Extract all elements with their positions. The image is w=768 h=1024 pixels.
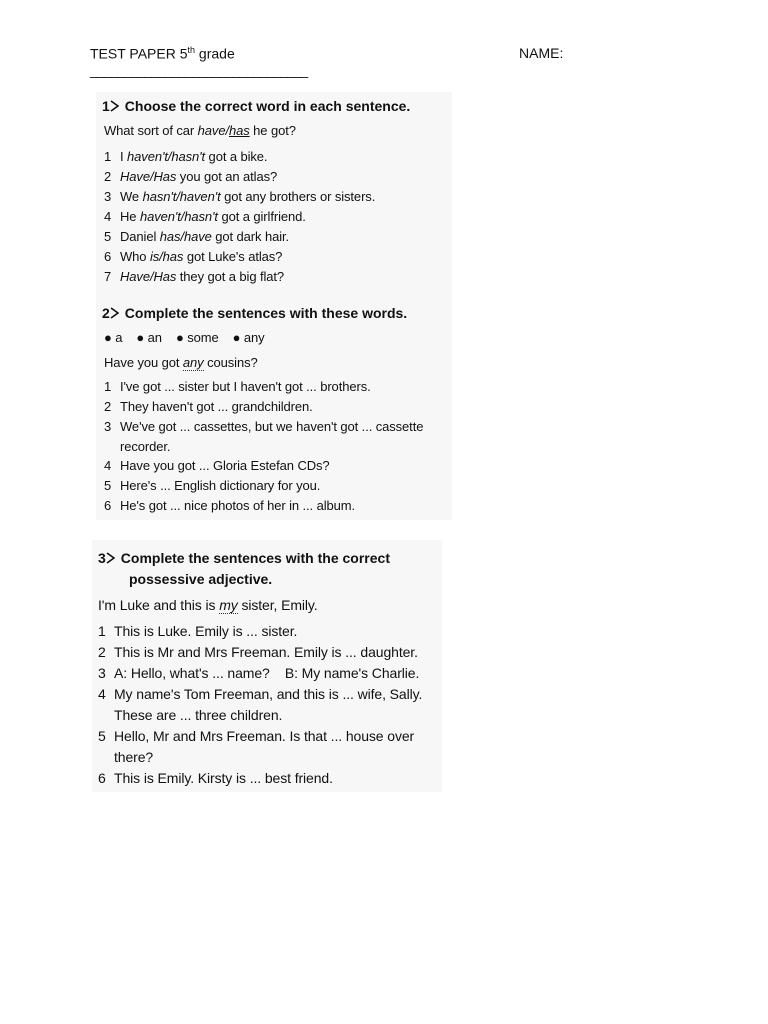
item-number: 5 <box>104 229 112 244</box>
list-item <box>104 458 330 473</box>
page-title <box>90 45 235 62</box>
item-options: is/has <box>149 249 184 264</box>
item-text: Hello, Mr and Mrs Freeman. Is that ... house over <box>114 728 415 744</box>
example-text: What sort of car <box>104 123 198 138</box>
item-text: I <box>120 149 128 164</box>
list-item <box>98 686 422 702</box>
item-options: hasn't/haven't <box>142 189 221 204</box>
title-superscript: th <box>187 45 196 55</box>
item-number: 1 <box>104 379 112 394</box>
list-item <box>104 249 282 264</box>
item-options: Have/Has <box>120 169 177 184</box>
list-item <box>104 209 306 224</box>
heading-text: Complete the sentences with the correct <box>120 550 390 566</box>
list-item-continuation: These are ... three children. <box>114 707 283 723</box>
item-number: 6 <box>104 498 112 513</box>
title-text: TEST PAPER 5 <box>90 45 188 62</box>
word: an <box>147 330 162 345</box>
word: any <box>243 330 265 345</box>
exercise-2-heading <box>102 305 407 321</box>
item-text: He's got ... nice photos of her in ... album. <box>120 498 355 513</box>
item-number: 5 <box>98 728 106 744</box>
title-grade: grade <box>195 45 235 62</box>
heading-text: Choose the correct word in each sentence. <box>124 98 411 114</box>
list-item <box>98 623 297 639</box>
word-bank-item: ● a <box>104 330 123 345</box>
chevron-right-icon <box>106 552 115 564</box>
item-text: you got an atlas? <box>176 169 278 184</box>
list-item <box>98 728 414 744</box>
word: some <box>187 330 219 345</box>
item-text: got a bike. <box>205 149 268 164</box>
list-item <box>104 169 277 184</box>
item-number: 6 <box>104 249 112 264</box>
item-text: A: Hello, what's ... name? B: My name's Charlie. <box>114 665 420 681</box>
word-bank-item: ● an <box>136 330 162 345</box>
name-label: NAME: <box>519 45 564 61</box>
list-item <box>104 399 313 414</box>
exercise-number: 3 <box>98 550 106 566</box>
item-text: Here's ... English dictionary for you. <box>120 478 321 493</box>
list-item <box>104 478 320 493</box>
example-text: I'm Luke and this is <box>98 597 220 613</box>
item-number: 6 <box>98 770 106 786</box>
item-options: Have/Has <box>120 269 177 284</box>
item-text: Who <box>120 249 150 264</box>
exercise-block-3 <box>92 540 442 792</box>
item-text: He <box>120 209 140 224</box>
item-number: 1 <box>104 149 112 164</box>
list-item-continuation: recorder. <box>120 439 171 454</box>
item-number: 7 <box>104 269 112 284</box>
example-answer: any <box>182 355 204 370</box>
example-separator: / <box>225 123 229 138</box>
list-item <box>104 229 289 244</box>
exercise-block-1-2 <box>96 92 452 520</box>
word-bank <box>104 330 279 345</box>
item-number: 4 <box>98 686 106 702</box>
list-item <box>98 770 333 786</box>
example-text: sister, Emily. <box>237 597 318 613</box>
list-item <box>104 149 267 164</box>
item-number: 1 <box>98 623 106 639</box>
name-underline: ________________________________ <box>90 62 308 78</box>
list-item <box>104 189 375 204</box>
item-number: 4 <box>104 209 112 224</box>
item-text: they got a big flat? <box>176 269 285 284</box>
item-number: 3 <box>98 665 106 681</box>
list-item-continuation: there? <box>114 749 154 765</box>
exercise-number: 1 <box>102 98 110 114</box>
list-item <box>104 419 423 434</box>
item-text: My name's Tom Freeman, and this is ... wife, Sally. <box>114 686 423 702</box>
item-number: 4 <box>104 458 112 473</box>
chevron-right-icon <box>110 307 119 319</box>
item-options: haven't/hasn't <box>127 149 206 164</box>
item-number: 3 <box>104 189 112 204</box>
item-text: We've got ... cassettes, but we haven't got ... cassette <box>120 419 424 434</box>
item-text: got a girlfriend. <box>217 209 306 224</box>
chevron-right-icon <box>110 100 119 112</box>
list-item <box>104 269 284 284</box>
example-option: have <box>197 123 226 138</box>
exercise-1-example <box>104 123 296 138</box>
exercise-1-heading <box>102 98 410 114</box>
item-options: has/have <box>159 229 212 244</box>
item-text: got Luke's atlas? <box>183 249 283 264</box>
item-text: This is Emily. Kirsty is ... best friend. <box>114 770 333 786</box>
item-number: 2 <box>104 169 112 184</box>
item-options: haven't/hasn't <box>139 209 218 224</box>
item-text: got any brothers or sisters. <box>220 189 376 204</box>
list-item <box>98 644 418 660</box>
exercise-3-heading-line2: possessive adjective. <box>129 571 273 587</box>
example-text: he got? <box>249 123 296 138</box>
exercise-number: 2 <box>102 305 110 321</box>
exercise-2-example <box>104 355 258 370</box>
list-item <box>104 379 371 394</box>
item-text: This is Mr and Mrs Freeman. Emily is ... daughter. <box>114 644 418 660</box>
example-answer: my <box>219 597 238 613</box>
example-text: Have you got <box>104 355 183 370</box>
example-text: cousins? <box>203 355 258 370</box>
exercise-3-heading <box>98 550 390 566</box>
item-number: 5 <box>104 478 112 493</box>
heading-text: Complete the sentences with these words. <box>124 305 408 321</box>
exercise-3-example <box>98 597 318 613</box>
item-text: Daniel <box>120 229 160 244</box>
item-number: 2 <box>98 644 106 660</box>
item-text: We <box>120 189 143 204</box>
example-answer: has <box>228 123 250 138</box>
list-item <box>104 498 355 513</box>
item-text: Have you got ... Gloria Estefan CDs? <box>120 458 330 473</box>
item-text: I've got ... sister but I haven't got ... brothers. <box>120 379 371 394</box>
item-number: 2 <box>104 399 112 414</box>
word: a <box>115 330 123 345</box>
item-text: They haven't got ... grandchildren. <box>120 399 313 414</box>
word-bank-item: ● some <box>175 330 219 345</box>
item-text: got dark hair. <box>211 229 290 244</box>
item-number: 3 <box>104 419 112 434</box>
list-item <box>98 665 419 681</box>
word-bank-item: ● any <box>232 330 265 345</box>
item-text: This is Luke. Emily is ... sister. <box>114 623 298 639</box>
